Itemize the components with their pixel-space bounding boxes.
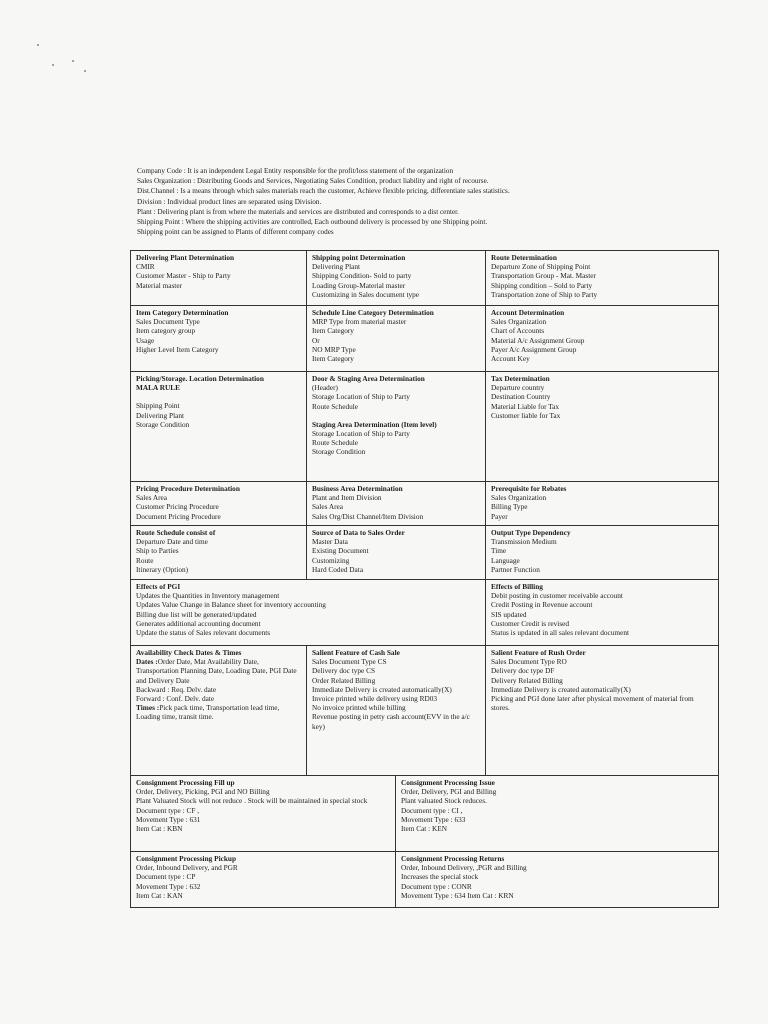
- table-row: [131, 580, 719, 646]
- cell-line: Item Cat : KAN: [136, 890, 183, 900]
- cell-title: Availability Check Dates & Times: [136, 648, 242, 657]
- cell-title: Consignment Processing Returns: [401, 854, 505, 863]
- cell-line: Updates Value Change in Balance sheet for inventory accounting: [136, 600, 326, 610]
- cell-title: Salient Feature of Rush Order: [491, 648, 586, 657]
- intro-line: Division : Individual product lines are separated using Division.: [137, 197, 322, 206]
- cell-consignment-fillup: [131, 776, 396, 852]
- cell-source-data: [307, 526, 486, 580]
- cell-line: Updates the Quantities in Inventory management: [136, 591, 280, 601]
- cell-line: Material master: [136, 280, 182, 290]
- cell-line: Departure country: [491, 383, 545, 393]
- cell-title: Effects of PGI: [136, 582, 181, 591]
- cell-tax: [486, 372, 719, 482]
- cell-title: Business Area Determination: [312, 484, 403, 493]
- cell-line: Credit Posting in Revenue account: [491, 600, 593, 610]
- cell-title: Prerequisite for Rebates: [491, 484, 567, 493]
- intro-definitions: [137, 166, 697, 237]
- cell-line: Route: [136, 555, 154, 565]
- cell-line: Billing Type: [491, 502, 528, 512]
- cell-line: Material A/c Assignment Group: [491, 335, 585, 345]
- cell-line: Immediate Delivery is created automatically(X): [491, 684, 631, 694]
- cell-line: Plant valuated Stock reduces.: [401, 796, 487, 806]
- scan-speck: [52, 64, 54, 66]
- cell-picking-storage: [131, 372, 307, 482]
- cell-title: Schedule Line Category Determination: [312, 308, 434, 317]
- cell-line: No invoice printed while billing: [312, 703, 406, 713]
- table-row: [131, 646, 719, 776]
- table-row: [131, 776, 719, 852]
- cell-line: Status is updated in all sales relevant document: [491, 628, 630, 638]
- cell-line: Destination Country: [491, 392, 551, 402]
- cell-line: Material Liable for Tax: [491, 401, 560, 411]
- cell-line: Storage Condition: [136, 419, 190, 429]
- cell-line: Departure Date and time: [136, 537, 208, 547]
- cell-consignment-issue: [396, 776, 719, 852]
- cell-line: Item Category: [312, 326, 354, 336]
- cell-line: MRP Type from material master: [312, 317, 407, 327]
- cell-line: Transportation zone of Ship to Party: [491, 289, 598, 299]
- cell-line: Shipping Point: [136, 401, 180, 411]
- cell-title: Route Schedule consist of: [136, 528, 216, 537]
- cell-line: Hard Coded Data: [312, 564, 364, 574]
- cell-line: Usage: [136, 335, 155, 345]
- mala-rule-label: MALA RULE: [136, 383, 180, 393]
- times-label: Times :: [136, 703, 160, 713]
- scan-speck: [84, 70, 86, 72]
- cell-line: Transmission Medium: [491, 537, 557, 547]
- cell-route-schedule: [131, 526, 307, 580]
- cell-line: Debit posting in customer receivable account: [491, 591, 623, 601]
- spacer: [312, 411, 480, 420]
- cell-line: Route Schedule: [312, 438, 359, 448]
- cell-line: Shipping condition – Sold to Party: [491, 280, 593, 290]
- cell-line: Master Data: [312, 537, 348, 547]
- cell-line: Sales Organization: [491, 493, 547, 503]
- cell-line: Update the status of Sales relevant documents: [136, 628, 271, 638]
- cell-line: NO MRP Type: [312, 344, 356, 354]
- cell-pricing-procedure: [131, 482, 307, 526]
- cell-consignment-pickup: [131, 852, 396, 908]
- cell-line: Delivery doc type CS: [312, 666, 376, 676]
- cell-line: Delivery doc type DF: [491, 666, 555, 676]
- cell-account: [486, 306, 719, 372]
- cell-line: Route Schedule: [312, 401, 359, 411]
- cell-line: Transportation Group - Mat. Master: [491, 271, 596, 281]
- cell-line: Customizing in Sales document type: [312, 289, 420, 299]
- cell-rebates: [486, 482, 719, 526]
- cell-title: Account Determination: [491, 308, 565, 317]
- intro-line: Shipping Point : Where the shipping activities are controlled, Each outbound delivery is processed by one Shipping point.: [137, 218, 488, 227]
- cell-line: Sales Document Type CS: [312, 657, 387, 667]
- cell-delivering-plant: [131, 251, 307, 306]
- cell-line: Sales Document Type: [136, 317, 200, 327]
- cell-line: Existing Document: [312, 546, 369, 556]
- cell-line: Account Key: [491, 354, 530, 364]
- cell-title: Consignment Processing Fill up: [136, 778, 235, 787]
- cell-title: Route Determination: [491, 253, 557, 262]
- cell-subtitle: Staging Area Determination (Item level): [312, 419, 437, 429]
- cell-cash-sale: [307, 646, 486, 776]
- cell-line: Ship to Parties: [136, 546, 179, 556]
- cell-line: Sales Organization: [491, 317, 547, 327]
- cell-line: Order, Delivery, Picking, PGI and NO Billing: [136, 787, 270, 797]
- table-row: [131, 482, 719, 526]
- cell-line: Customer Master - Ship to Party: [136, 271, 231, 281]
- cell-line: Sales Org/Dist Channel/Item Division: [312, 511, 424, 521]
- determination-table: [130, 250, 719, 908]
- cell-title: Picking/Storage. Location Determination: [136, 374, 264, 383]
- cell-line: (Header): [312, 383, 338, 393]
- cell-line: Movement Type : 632: [136, 881, 201, 891]
- intro-line: Company Code : It is an independent Legal Entity responsible for the profit/loss statement of the organization: [137, 167, 454, 175]
- cell-line: Storage Location of Ship to Party: [312, 429, 410, 439]
- cell-line: Delivering Plant: [312, 262, 361, 272]
- dates-label: Dates :: [136, 657, 158, 667]
- table-row: [131, 306, 719, 372]
- cell-rush-order: [486, 646, 719, 776]
- cell-line: Document type : CF ,: [136, 805, 200, 815]
- times-value: Pick pack time, Transportation lead time, Loading time, transit time.: [136, 703, 280, 722]
- cell-line: Document type : CONR: [401, 881, 472, 891]
- cell-line: Movement Type : 633: [401, 814, 466, 824]
- cell-line: Customer Credit is revised: [491, 618, 570, 628]
- cell-business-area: [307, 482, 486, 526]
- cell-line: Item Category: [312, 354, 354, 364]
- cell-line: Movement Type : 631: [136, 814, 201, 824]
- cell-schedule-line: [307, 306, 486, 372]
- table-row: [131, 251, 719, 306]
- cell-line: SIS updated: [491, 609, 527, 619]
- cell-line: Generates additional accounting document: [136, 618, 261, 628]
- cell-line: Plant Valuated Stock will not reduce . Stock will be maintained in special stock: [136, 796, 368, 806]
- cell-output-type: [486, 526, 719, 580]
- cell-title: Delivering Plant Determination: [136, 253, 235, 262]
- cell-line: Customer Pricing Procedure: [136, 502, 219, 512]
- cell-line: Backward : Req. Delv. date: [136, 684, 217, 694]
- cell-line: Immediate Delivery is created automatically(X): [312, 684, 452, 694]
- cell-title: Consignment Processing Issue: [401, 778, 495, 787]
- cell-title: Consignment Processing Pickup: [136, 854, 237, 863]
- cell-line: Delivery Related Billing: [491, 675, 563, 685]
- cell-title: Door & Staging Area Determination: [312, 374, 425, 383]
- cell-line: Order Related Billing: [312, 675, 376, 685]
- cell-title: Source of Data to Sales Order: [312, 528, 405, 537]
- dates-value: Order Date, Mat Availability Date, Transportation Planning Date, Loading Date, PGI Date and Delivery Date: [136, 657, 297, 685]
- cell-line: Document Pricing Procedure: [136, 511, 221, 521]
- cell-line: Payer: [491, 511, 508, 521]
- cell-line: Plant and Item Division: [312, 493, 382, 503]
- cell-shipping-point: [307, 251, 486, 306]
- cell-line: Delivering Plant: [136, 410, 185, 420]
- cell-line: Item category group: [136, 326, 196, 336]
- cell-line: Item Cat : KBN: [136, 824, 183, 834]
- cell-line: Sales Area: [136, 493, 168, 503]
- cell-title: Output Type Dependency: [491, 528, 571, 537]
- cell-title: Effects of Billing: [491, 582, 543, 591]
- spacer: [136, 392, 301, 401]
- cell-door-staging: [307, 372, 486, 482]
- cell-line: Increases the special stock: [401, 872, 479, 882]
- cell-title: Item Category Determination: [136, 308, 229, 317]
- cell-title: Pricing Procedure Determination: [136, 484, 240, 493]
- cell-line: Item Cat : KEN: [401, 824, 448, 834]
- cell-line: Partner Function: [491, 564, 540, 574]
- cell-title: Tax Determination: [491, 374, 550, 383]
- cell-line: Storage Location of Ship to Party: [312, 392, 410, 402]
- cell-consignment-returns: [396, 852, 719, 908]
- scan-speck: [37, 44, 39, 46]
- cell-line: Language: [491, 555, 520, 565]
- table-row: [131, 852, 719, 908]
- cell-item-category: [131, 306, 307, 372]
- scan-speck: [72, 60, 74, 62]
- dates-text: [136, 657, 301, 685]
- cell-line: Movement Type : 634 Item Cat : KRN: [401, 890, 514, 900]
- cell-line: Or: [312, 335, 320, 345]
- cell-line: Order, Inbound Delivery, and PGR: [136, 863, 238, 873]
- intro-line: Shipping point can be assigned to Plants of different company codes: [137, 228, 334, 237]
- cell-route: [486, 251, 719, 306]
- cell-title: Shipping point Determination: [312, 253, 406, 262]
- intro-line: Sales Organization : Distributing Goods and Services, Negotiating Sales Condition, product liability and right of recourse.: [137, 177, 489, 186]
- cell-line: Storage Condition: [312, 447, 366, 457]
- intro-line: Plant : Delivering plant is from where the materials and services are distributed and corresponds to a dist center.: [137, 207, 459, 216]
- times-text: [136, 703, 301, 721]
- cell-line: Document type : CI ,: [401, 805, 463, 815]
- cell-line: Revenue posting in petty cash account(EVV in the a/c key): [312, 712, 470, 731]
- cell-effects-pgi: [131, 580, 486, 646]
- cell-line: Itinerary (Option): [136, 564, 189, 574]
- table-row: [131, 526, 719, 580]
- cell-line: Picking and PGI done later after physical movement of material from stores.: [491, 694, 694, 713]
- cell-line: Chart of Accounts: [491, 326, 545, 336]
- table-row: [131, 372, 719, 482]
- cell-line: Order, Delivery, PGI and Billing: [401, 787, 497, 797]
- cell-line: Payer A/c Assignment Group: [491, 344, 577, 354]
- cell-line: CMIR: [136, 262, 155, 272]
- intro-line: Dist.Channel : Is a means through which sales materials reach the customer, Achieve flexible pricing, differentiate sales statistics.: [137, 187, 510, 196]
- cell-line: Customer liable for Tax: [491, 410, 561, 420]
- cell-line: Higher Level Item Category: [136, 344, 219, 354]
- cell-line: Time: [491, 546, 507, 556]
- cell-title: Salient Feature of Cash Sale: [312, 648, 400, 657]
- cell-line: Customizing: [312, 555, 350, 565]
- cell-line: Forward : Conf. Delv. date: [136, 694, 215, 704]
- cell-line: Invoice printed while delivery using RD03: [312, 694, 438, 704]
- cell-effects-billing: [486, 580, 719, 646]
- cell-line: Sales Document Type RO: [491, 657, 567, 667]
- cell-line: Billing due list will be generated/updated: [136, 609, 257, 619]
- cell-line: Document type : CP: [136, 872, 196, 882]
- cell-line: Departure Zone of Shipping Point: [491, 262, 591, 272]
- cell-line: Order, Inbound Delivery, ,PGR and Billing: [401, 863, 527, 873]
- cell-line: Shipping Condition- Sold to party: [312, 271, 412, 281]
- cell-line: Loading Group-Material master: [312, 280, 406, 290]
- cell-availability: [131, 646, 307, 776]
- cell-line: Sales Area: [312, 502, 344, 512]
